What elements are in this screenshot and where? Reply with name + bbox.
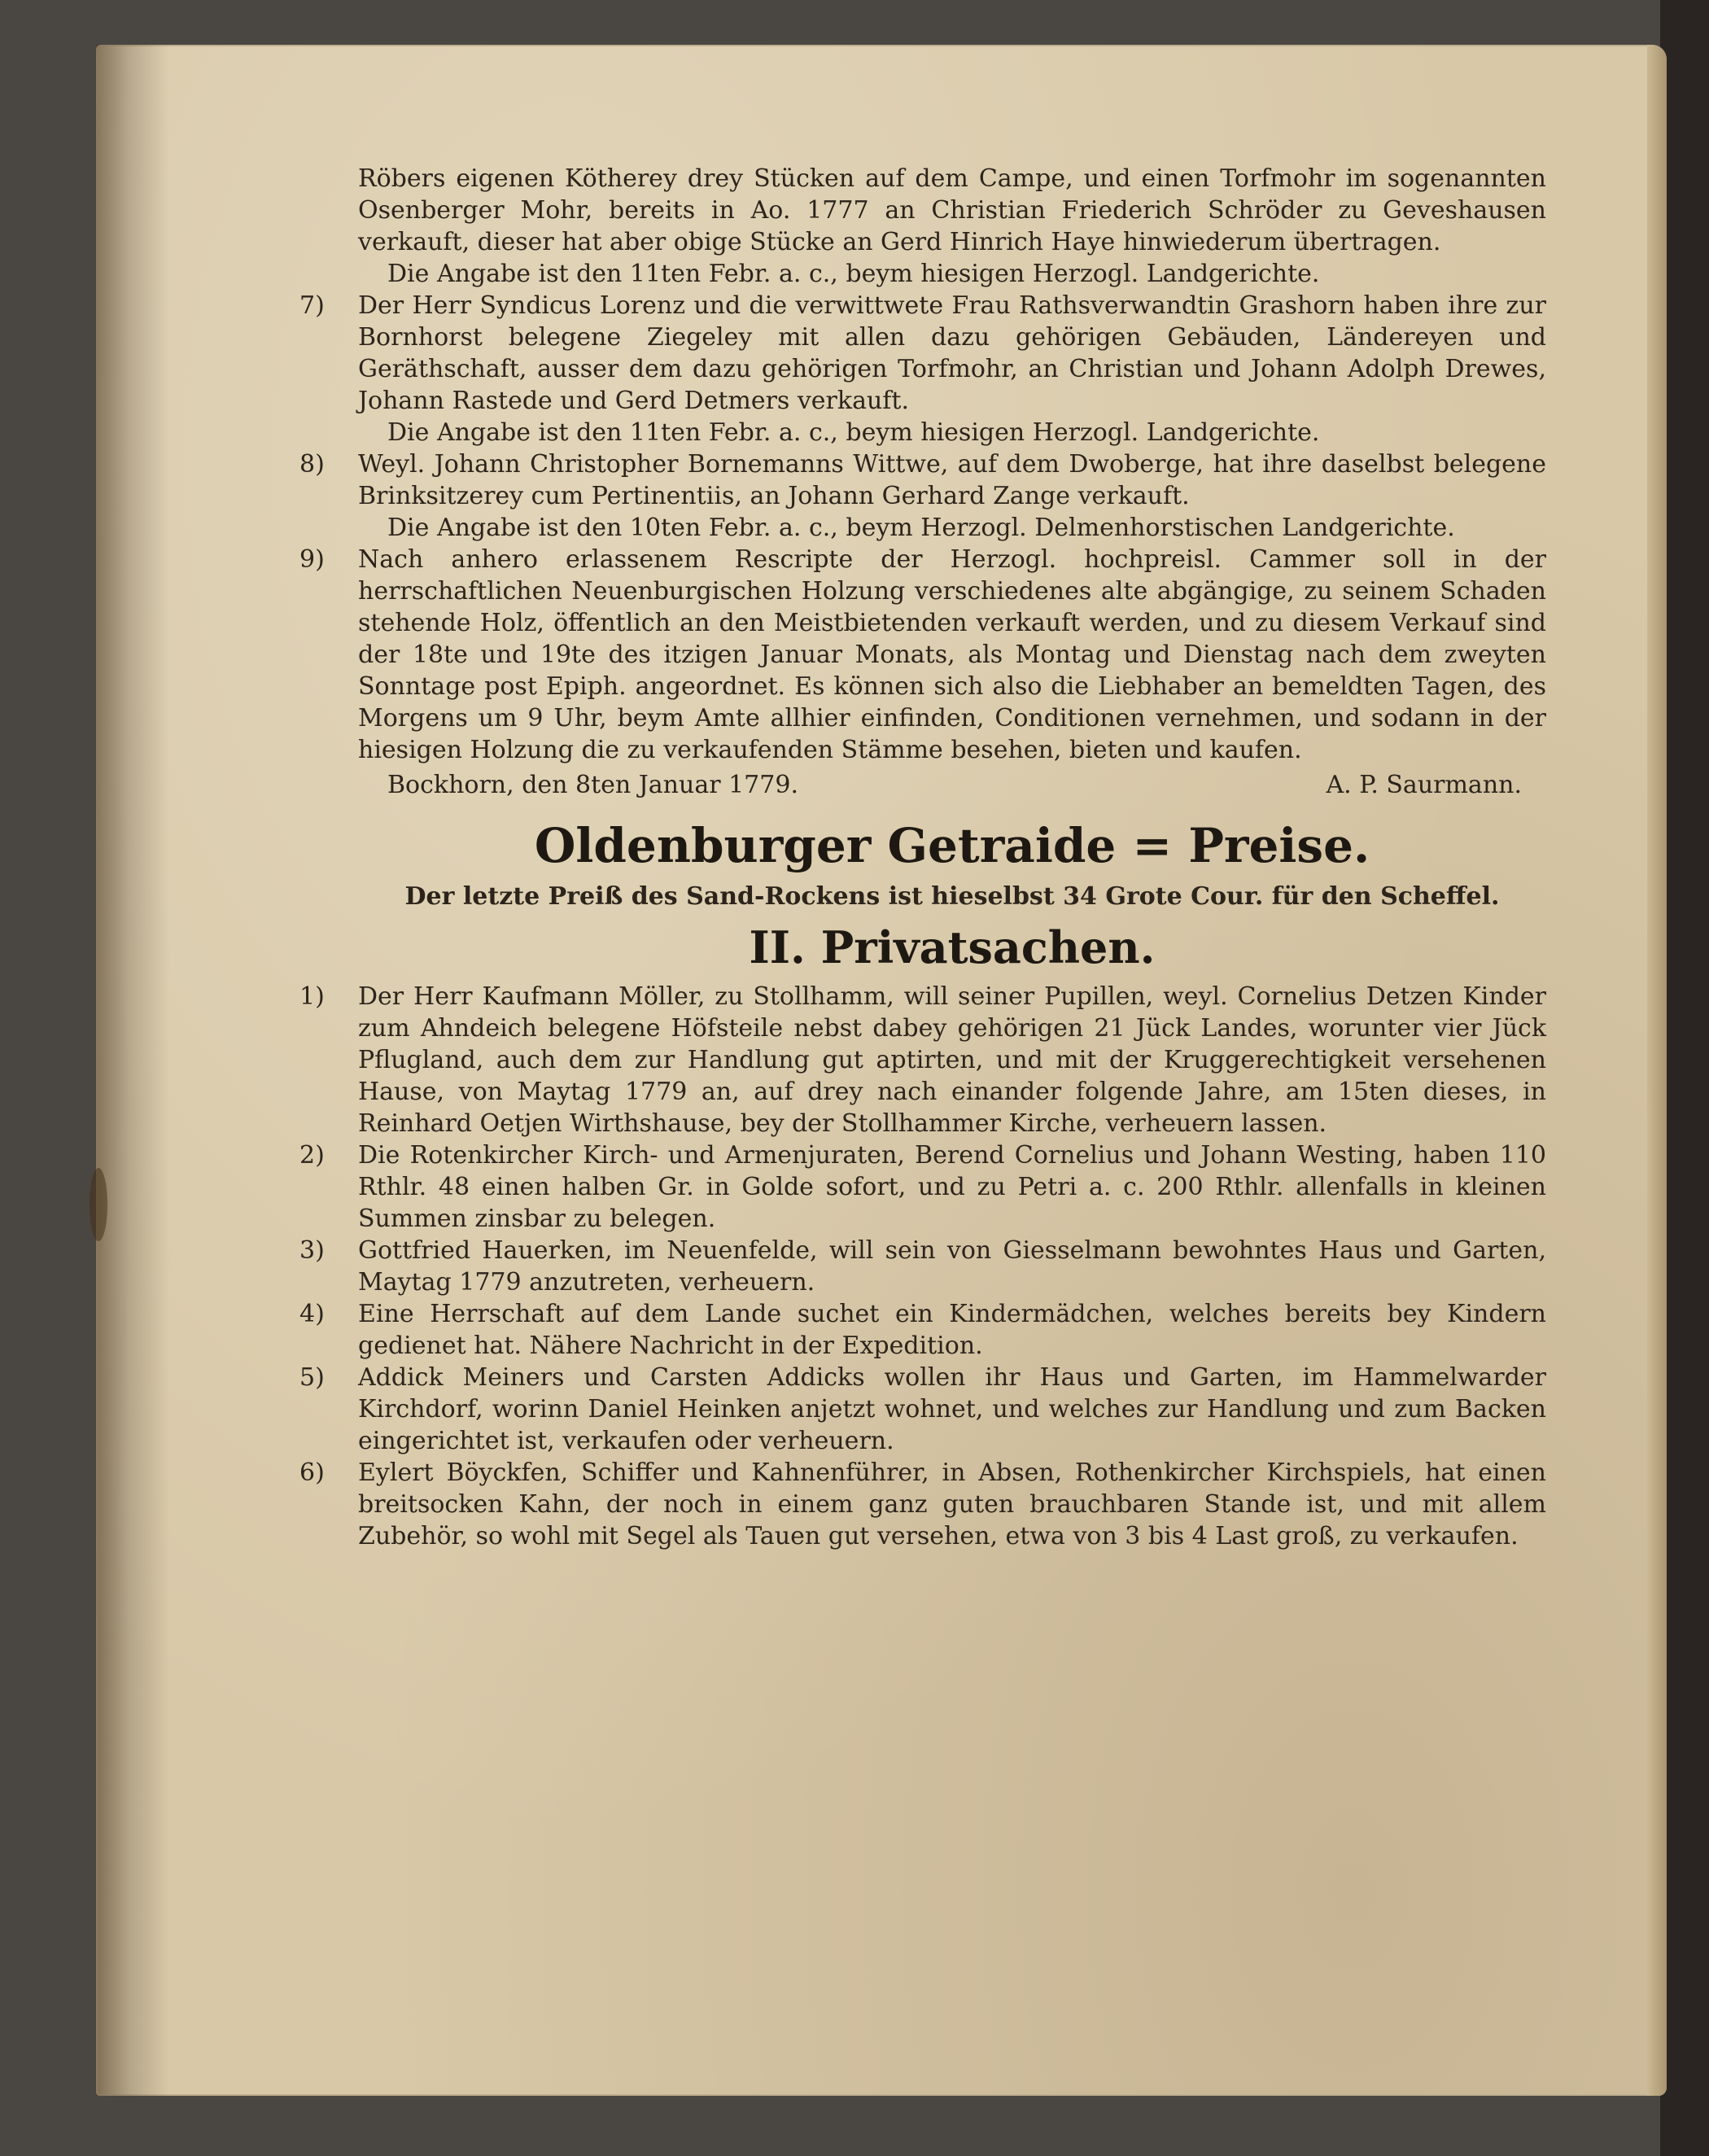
paragraph-text: Der Herr Syndicus Lorenz und die verwittwete Frau Rathsverwandtin Grashorn haben ihre zur Bornhorst belegene Ziegeley mit allen dazu gehörigen Gebäuden, Ländereyen und Geräthschaft, ausser dem dazu gehörigen Torfmohr, an Christian und Johann Adolph Drewes, Johann Rastede und Gerd Detmers verkauft. xyxy=(358,291,1546,415)
paragraph-continuation xyxy=(358,163,1546,258)
private-item-2 xyxy=(299,1139,1546,1235)
paragraph-text: Addick Meiners und Carsten Addicks wollen ihr Haus und Garten, im Hammelwarder Kirchdorf, worinn Daniel Heinken anjetzt wohnet, und welches zur Handlung und zum Backen eingerichtet ist, verkaufen oder verheuern. xyxy=(358,1363,1546,1455)
item-number: 3) xyxy=(299,1236,325,1265)
private-item-6 xyxy=(299,1457,1546,1552)
paragraph-text: Die Rotenkircher Kirch- und Armenjuraten, Berend Cornelius und Johann Westing, haben 110 Rthlr. 48 einen halben Gr. in Golde sofort, und zu Petri a. c. 200 Rthlr. allenfalls in kleinen Summen zinsbar zu belegen. xyxy=(358,1141,1546,1233)
notice-line: Die Angabe ist den 10ten Febr. a. c., beym Herzogl. Delmenhorstischen Landgerichte. xyxy=(387,514,1455,542)
binding-gutter xyxy=(96,45,169,2096)
page-content xyxy=(299,163,1546,1552)
notice-line: Die Angabe ist den 11ten Febr. a. c., beym hiesigen Herzogl. Landgerichte. xyxy=(387,260,1320,288)
signature-line xyxy=(358,769,1546,801)
private-item-3 xyxy=(299,1235,1546,1298)
private-item-4 xyxy=(299,1298,1546,1362)
item-number: 6) xyxy=(299,1458,325,1487)
item-number: 2) xyxy=(299,1141,325,1170)
paragraph-text: Eylert Böyckfen, Schiffer und Kahnenführer, in Absen, Rothenkircher Kirchspiels, hat einen breitsocken Kahn, der noch in einem ganz guten brauchbaren Stande ist, und mit allem Zubehör, so wohl mit Segel als Tauen gut versehen, etwa von 3 bis 4 Last groß, zu verkaufen. xyxy=(358,1458,1546,1550)
private-item-5 xyxy=(299,1362,1546,1457)
item-number: 1) xyxy=(299,982,325,1011)
section-heading: II. Privatsachen. xyxy=(749,921,1156,973)
signature-name: A. P. Saurmann. xyxy=(1326,771,1522,799)
paragraph-text: Nach anhero erlassenem Rescripte der Herzogl. hochpreisl. Cammer soll in der herrschaftlichen Neuenburgischen Holzung verschiedenes alte abgängige, zu seinem Schaden stehende Holz, öffentlich an den Meistbietenden verkauft werden, und zu diesem Verkauf sind der 18te und 19te des itzigen Januar Monats, als Montag und Dienstag nach dem zweyten Sonntage post Epiph. angeordnet. Es können sich also die Liebhaber an bemeldten Tagen, des Morgens um 9 Uhr, beym Amte allhier einfinden, Conditionen vernehmen, und sodann in der hiesigen Holzung die zu verkaufenden Stämme besehen, bieten und kaufen. xyxy=(358,545,1546,764)
ink-stain xyxy=(90,1168,107,1241)
paragraph-text: Weyl. Johann Christopher Bornemanns Wittwe, auf dem Dwoberge, hat ihre daselbst belegene Brinksitzerey cum Pertinentiis, an Johann Gerhard Zange verkauft. xyxy=(358,450,1546,510)
grain-prices-heading: Oldenburger Getraide = Preise. xyxy=(534,818,1370,873)
place-date: Bockhorn, den 8ten Januar 1779. xyxy=(387,771,798,799)
page-edge xyxy=(1647,45,1667,2096)
grain-price-text: Der letzte Preiß des Sand-Rockens ist hieselbst 34 Grote Cour. für den Scheffel. xyxy=(404,882,1500,911)
paragraph-text: Röbers eigenen Kötherey drey Stücken auf dem Campe, und einen Torfmohr im sogenannten Osenberger Mohr, bereits in Ao. 1777 an Christian Friederich Schröder zu Geveshausen verkauft, dieser hat aber obige Stücke an Gerd Hinrich Haye hinwiederum übertragen. xyxy=(358,164,1546,256)
notice-item-9 xyxy=(299,544,1546,766)
notice-line: Die Angabe ist den 11ten Febr. a. c., beym hiesigen Herzogl. Landgerichte. xyxy=(387,418,1320,447)
scan-edge-strip xyxy=(1660,0,1709,2156)
item-number: 7) xyxy=(299,291,325,320)
item-number: 8) xyxy=(299,450,325,479)
item-number: 4) xyxy=(299,1300,325,1328)
item-number: 5) xyxy=(299,1363,325,1392)
paragraph-text: Der Herr Kaufmann Möller, zu Stollhamm, will seiner Pupillen, weyl. Cornelius Detzen Kinder zum Ahndeich belegene Höfsteile nebst dabey gehörigen 21 Jück Landes, worunter vier Jück Pflugland, auch dem zur Handlung gut aptirten, und mit der Kruggerechtigkeit versehenen Hause, von Maytag 1779 an, auf drey nach einander folgende Jahre, am 15ten dieses, in Reinhard Oetjen Wirthshause, bey der Stollhammer Kirche, verheuern lassen. xyxy=(358,982,1546,1138)
notice-item-8 xyxy=(299,448,1546,512)
paragraph-text: Eine Herrschaft auf dem Lande suchet ein Kindermädchen, welches bereits bey Kindern gedienet hat. Nähere Nachricht in der Expedition. xyxy=(358,1300,1546,1360)
item-number: 9) xyxy=(299,545,325,574)
private-item-1 xyxy=(299,981,1546,1139)
paragraph-text: Gottfried Hauerken, im Neuenfelde, will sein von Giesselmann bewohntes Haus und Garten, Maytag 1779 anzutreten, verheuern. xyxy=(358,1236,1546,1297)
notice-item-7 xyxy=(299,290,1546,417)
